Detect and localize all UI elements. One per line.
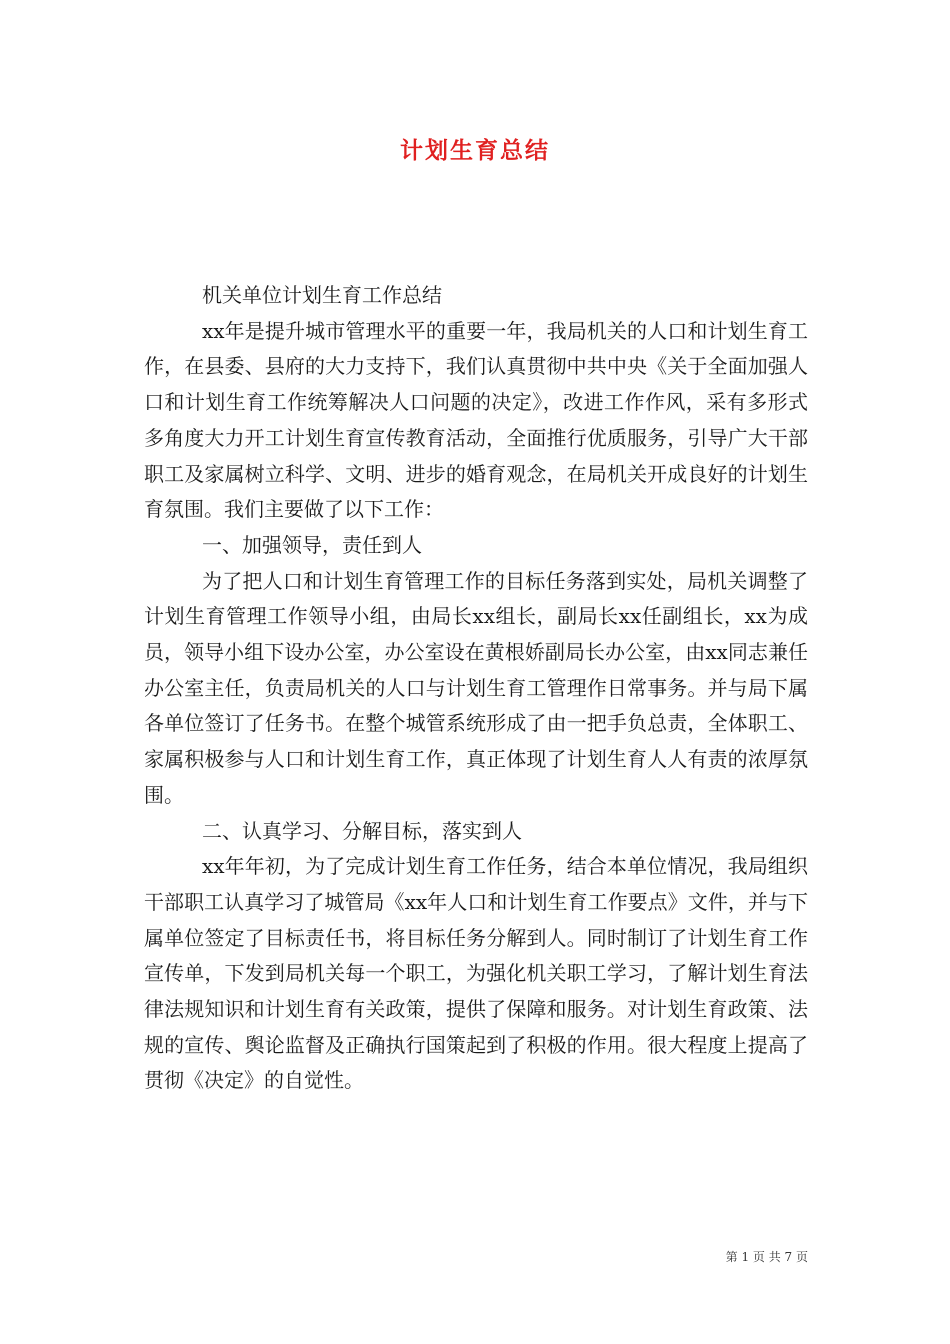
paragraph-section-2: xx年年初，为了完成计划生育工作任务，结合本单位情况，我局组织干部职工认真学习了城管局《xx年人口和计划生育工作要点》文件，并与下属单位签定了目标责任书，将目标任务分解到人。同时制订了计划生育工作宣传单，下发到局机关每一个职工，为强化机关职工学习，了解计划生育法律法规知识和计划生育有关政策，提供了保障和服务。对计划生育政策、法规的宣传、舆论监督及正确执行国策起到了积极的作用。很大程度上提高了贯彻《决定》的自觉性。 (144, 854, 808, 1093)
paragraph-section-1: 为了把人口和计划生育管理工作的目标任务落到实处，局机关调整了计划生育管理工作领导小组，由局长xx组长，副局长xx任副组长，xx为成员，领导小组下设办公室，办公室设在黄根娇副局长办公室，由xx同志兼任办公室主任，负责局机关的人口与计划生育工管理作日常事务。并与局下属各单位签订了任务书。在整个城管系统形成了由一把手负总责，全体职工、家属积极参与人口和计划生育工作，真正体现了计划生育人人有责的浓厚氛围。 (144, 568, 808, 807)
section-heading-2: 二、认真学习、分解目标，落实到人 (202, 818, 522, 843)
section-heading-1: 一、加强领导，责任到人 (202, 532, 422, 557)
document-body (144, 278, 808, 1099)
document-title: 计划生育总结 (400, 137, 550, 164)
page-number-footer: 第 1 页 共 7 页 (725, 1250, 808, 1264)
paragraph-intro: xx年是提升城市管理水平的重要一年，我局机关的人口和计划生育工作，在县委、县府的大力支持下，我们认真贯彻中共中央《关于全面加强人口和计划生育工作统筹解决人口问题的决定》，改进工作作风，采有多形式多角度大力开工计划生育宣传教育活动，全面推行优质服务，引导广大干部职工及家属树立科学、文明、进步的婚育观念，在局机关开成良好的计划生育氛围。我们主要做了以下工作： (144, 318, 808, 522)
paragraph-subtitle: 机关单位计划生育工作总结 (202, 283, 442, 307)
